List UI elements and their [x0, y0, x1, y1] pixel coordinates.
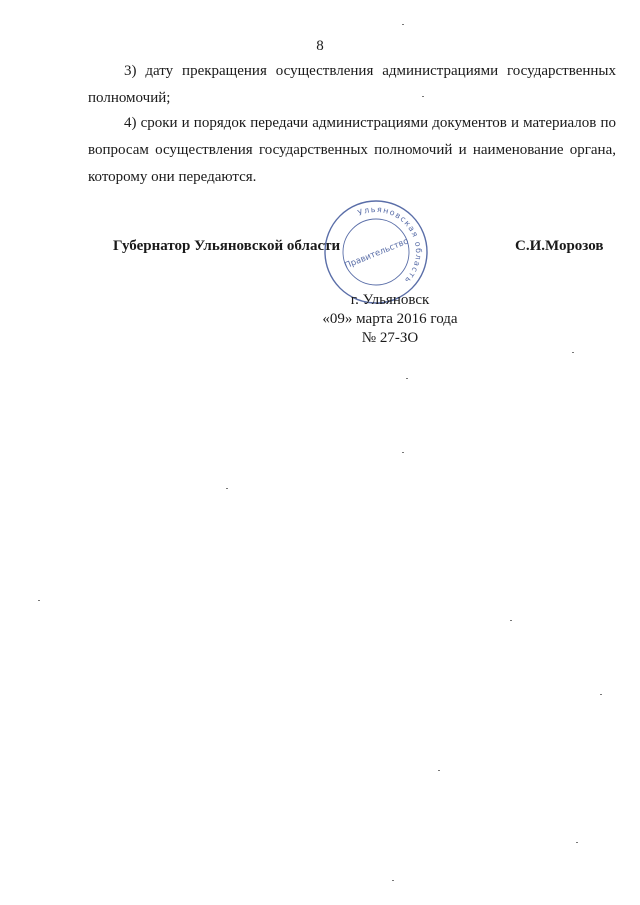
- signatory-name: С.И.Морозов: [515, 238, 604, 254]
- seal-center-text: Правительство: [343, 236, 411, 272]
- signatory-title: Губернатор Ульяновской области: [113, 238, 341, 254]
- document-date: «09» марта 2016 года: [322, 311, 458, 327]
- scan-speck: [402, 452, 404, 453]
- scan-speck: [38, 600, 40, 601]
- scan-speck: [438, 770, 440, 771]
- seal-ring-text: Ульяновская область: [356, 204, 424, 286]
- scan-speck: [576, 842, 578, 843]
- document-number: № 27-ЗО: [361, 330, 419, 346]
- scan-speck: [402, 24, 404, 25]
- scan-speck: [510, 620, 512, 621]
- scan-speck: [406, 378, 408, 379]
- official-seal: [322, 198, 430, 306]
- scan-speck: [422, 96, 424, 97]
- scan-speck: [226, 488, 228, 489]
- scan-speck: [572, 352, 574, 353]
- paragraph-item-4: 4) сроки и порядок передачи администрациями документов и материалов по вопросам осуществления государственных полномочий и наименование органа, которому они передаются.: [88, 115, 616, 185]
- scan-speck: [600, 694, 602, 695]
- scan-speck: [392, 880, 394, 881]
- paragraph-item-3: 3) дату прекращения осуществления администрациями государственных полномочий;: [88, 63, 616, 106]
- place-city: г. Ульяновск: [350, 292, 430, 308]
- page-number: 8: [316, 38, 324, 54]
